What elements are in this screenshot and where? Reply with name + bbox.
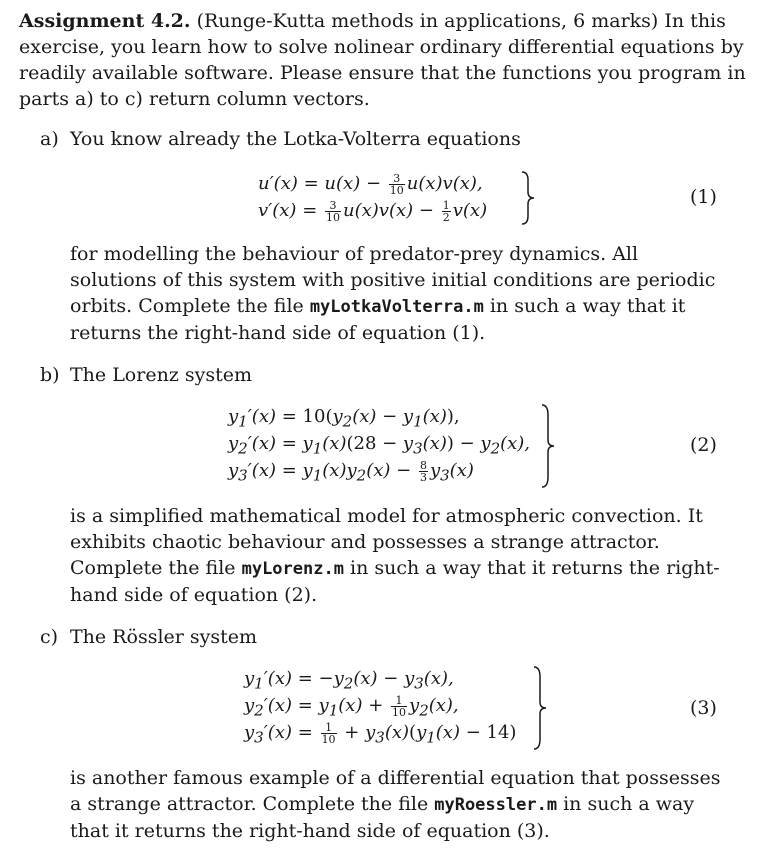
item-c-label: c) — [40, 626, 59, 648]
item-c-text-after: in such a way that it returns the right-hand side of equation (3). — [70, 793, 695, 842]
equation-line-3: $y_3'(x) = y_1(x)y_2(x)$ − $\frac{8}{3}$ $y_3(x)$ — [228, 458, 474, 485]
item-b-intro: The Lorenz system — [70, 364, 252, 386]
equation-line-3: $y_3'(x)$ = $\frac{1}{10}$ + $y_3(x)(y_1(x) - 14)$ — [244, 720, 517, 747]
roessler-equations — [244, 665, 516, 746]
assignment-title: Assignment 4.2. — [19, 10, 191, 32]
item-a-label: a) — [40, 128, 59, 150]
equation-line-2: $y_2'(x) = y_1(x)$ + $\frac{1}{10}$ $y_2(x)$, — [244, 693, 459, 720]
item-a-file: myLotkaVolterra.m — [309, 297, 484, 317]
item-c-body — [70, 765, 730, 844]
item-a-text-before: for modelling the behaviour of predator-prey dynamics. All solutions of this system with positive initial conditions are periodic orbits. Complete the file — [70, 243, 716, 317]
equation-number-2: (2) — [690, 434, 717, 456]
item-b-file: myLorenz.m — [241, 559, 344, 579]
item-a-body — [70, 241, 730, 346]
right-brace — [540, 403, 556, 489]
item-a-intro: You know already the Lotka-Volterra equations — [70, 128, 521, 150]
equation-number-1: (1) — [690, 186, 717, 208]
lotka-volterra-equations — [258, 170, 487, 224]
item-c-text-before: is another famous example of a differential equation that possesses a strange attractor. Complete the file — [70, 767, 721, 815]
lorenz-equations — [228, 403, 530, 484]
equation-line-2: v′(x) = $\frac{3}{10}$ u(x)v(x) − $\frac{1}{2}$ v(x) — [258, 198, 488, 224]
item-b-text-before: is a simplified mathematical model for atmospheric convection. It exhibits chaotic behaviour and possesses a strange attractor. Complete the file — [70, 505, 703, 579]
right-brace — [520, 170, 536, 226]
assignment-intro: In this exercise, you learn how to solve nolinear ordinary differential equations by readily available software. Please ensure that the functions you program in parts a) to c) return column vectors. — [19, 10, 746, 110]
equation-line-1: u′(x) = u(x) − $\frac{3}{10}$ u(x)v(x), — [258, 171, 483, 197]
item-b-text-after: in such a way that it returns the right-hand side of equation (2). — [70, 557, 720, 606]
assignment-header — [19, 8, 749, 112]
right-brace — [532, 665, 548, 751]
item-b-body — [70, 503, 730, 608]
item-a-text-after: in such a way that it returns the right-hand side of equation (1). — [70, 295, 686, 344]
equation-number-3: (3) — [690, 697, 717, 719]
item-b-label: b) — [40, 364, 60, 386]
equation-line-1: $y_1'(x) = -y_2(x) - y_3(x)$, — [244, 668, 454, 693]
item-c-file: myRoessler.m — [434, 795, 558, 815]
equation-line-1: $y_1'(x) = 10(y_2(x) - y_1(x))$, — [228, 406, 460, 431]
item-c-intro: The Rössler system — [70, 626, 258, 648]
assignment-subtitle: (Runge-Kutta methods in applications, 6 marks) — [196, 10, 659, 32]
equation-line-2: $y_2'(x) = y_1(x)(28 - y_3(x)) - y_2(x)$, — [228, 433, 531, 458]
